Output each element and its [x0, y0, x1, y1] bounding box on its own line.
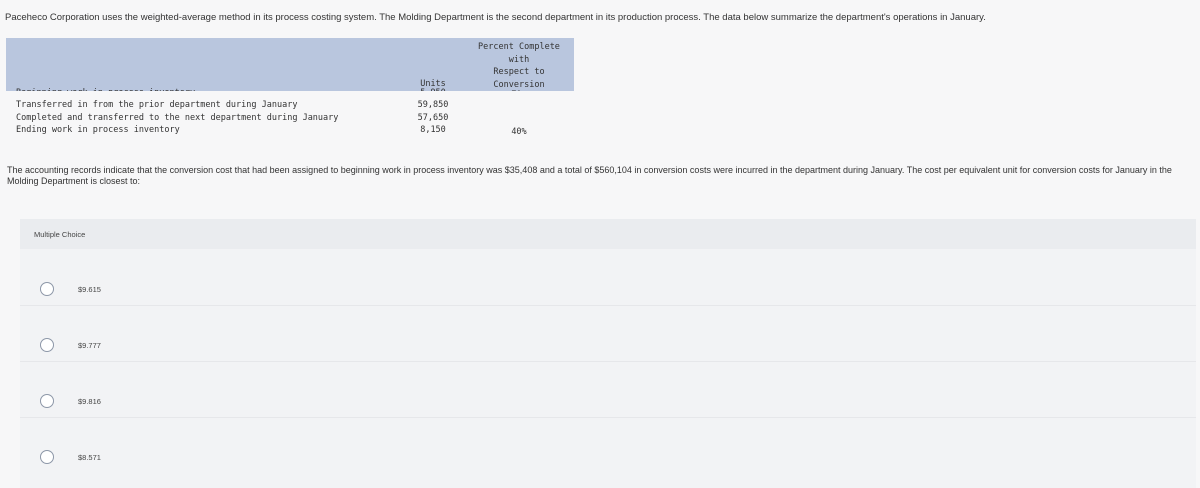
radio-button[interactable]: [40, 394, 54, 408]
table-body: [6, 91, 574, 140]
row-percent: 40%: [511, 127, 527, 137]
multiple-choice-header: [20, 219, 1196, 249]
row-units: 8,150: [420, 125, 446, 135]
multiple-choice-label: Multiple Choice: [34, 230, 86, 239]
percent-header-line: Conversion: [493, 79, 545, 90]
answer-option[interactable]: [20, 417, 1196, 473]
row-label: Transferred in from the prior department during January: [16, 100, 298, 110]
percent-complete-header: [474, 41, 564, 91]
row-units: 57,650: [417, 112, 449, 123]
units-header: Units: [420, 79, 446, 89]
question-text: The accounting records indicate that the conversion cost that had been assigned to beginning work in process inventory was $35,408 and a total of $560,104 in conversion costs were incurred in the department during January. The cost per equivalent unit for conversion costs for January in the Molding Department is closest to:: [7, 165, 1172, 186]
answer-option[interactable]: [20, 305, 1196, 362]
answer-option[interactable]: [20, 361, 1196, 418]
option-label: $8.571: [78, 453, 101, 462]
radio-button[interactable]: [40, 282, 54, 296]
row-label: Completed and transferred to the next department during January: [16, 112, 339, 123]
radio-button[interactable]: [40, 338, 54, 352]
problem-intro: Paceheco Corporation uses the weighted-average method in its process costing system. The Molding Department is the second department in its production process. The data below summarize the department's operations in January.: [5, 12, 986, 23]
department-data-table: [6, 38, 574, 140]
percent-header-line: with: [508, 54, 530, 65]
percent-header-line: Percent Complete: [478, 42, 560, 52]
option-label: $9.777: [78, 341, 101, 350]
row-label: Ending work in process inventory: [16, 125, 180, 135]
table-header: [6, 38, 574, 91]
option-label: $9.615: [78, 285, 101, 294]
row-units: 59,850: [417, 100, 449, 110]
answer-option[interactable]: [20, 249, 1196, 306]
percent-header-line: Respect to: [493, 67, 545, 77]
option-label: $9.816: [78, 397, 101, 406]
radio-button[interactable]: [40, 450, 54, 464]
answer-options: [20, 249, 1196, 488]
